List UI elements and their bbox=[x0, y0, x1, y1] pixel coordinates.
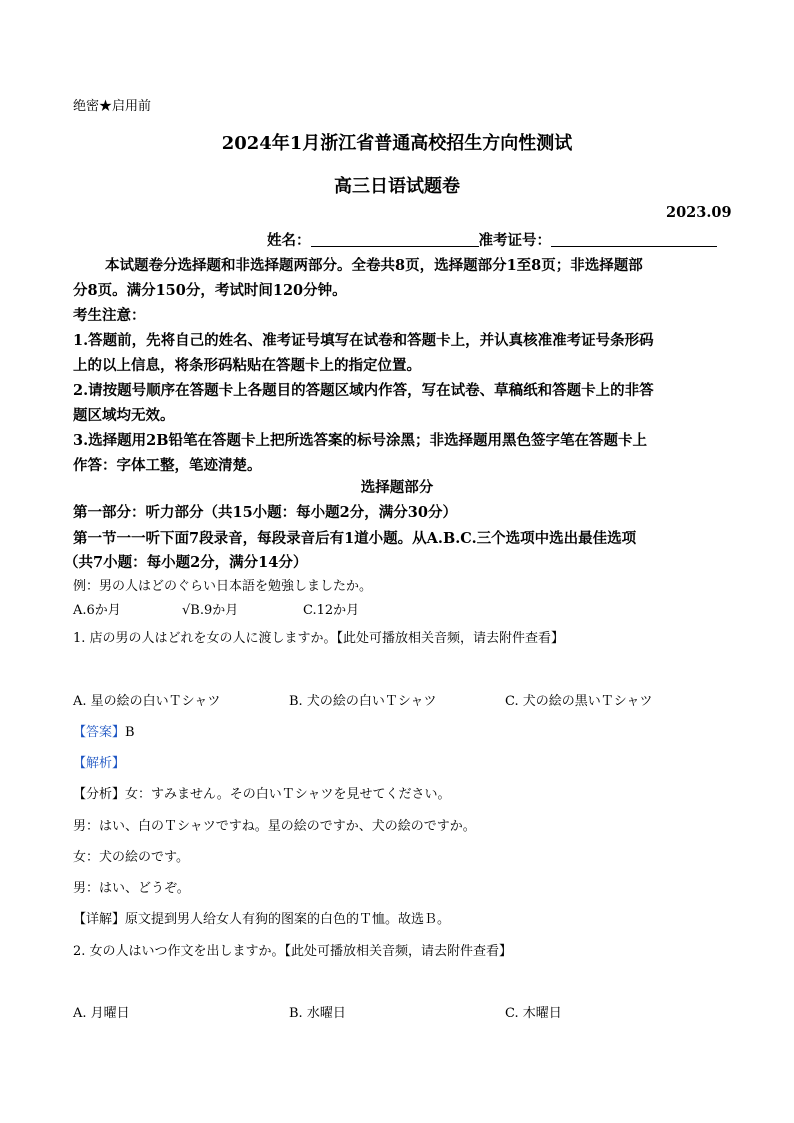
note-1-line-1: 1.答题前，先将自己的姓名、准考证号填写在试卷和答题卡上，并认真核准准考证号条形码 bbox=[73, 332, 654, 349]
name-label: 姓名： bbox=[267, 232, 311, 249]
confidential-label: 绝密★启用前 bbox=[73, 99, 152, 114]
q1-answer bbox=[73, 721, 135, 740]
id-blank bbox=[551, 232, 717, 247]
q2-option-a: A. 月曜日 bbox=[73, 1006, 130, 1021]
section-heading: 选择题部分 bbox=[360, 479, 434, 496]
id-label: 准考证号： bbox=[478, 232, 551, 249]
question-2: 2. 女の人はいつ作文を出しますか。【此处可播放相关音频，请去附件查看】 bbox=[73, 944, 513, 959]
exam-subtitle: 高三日语试题卷 bbox=[334, 176, 460, 197]
example-option-b: √B.9か月 bbox=[182, 603, 239, 618]
explanation-tag: 【解析】 bbox=[73, 756, 126, 771]
candidate-info-row bbox=[267, 229, 717, 250]
note-2-line-1: 2.请按题号顺序在答题卡上各题目的答题区域内作答，写在试卷、草稿纸和答题卡上的非答 bbox=[73, 382, 654, 399]
q1-option-a: A. 星の絵の白いＴシャツ bbox=[73, 694, 221, 709]
dialogue-line-1: 女：すみません。その白いＴシャツを見せてください。 bbox=[125, 787, 451, 802]
exam-title: 2024年1月浙江省普通高校招生方向性测试 bbox=[221, 133, 573, 154]
q1-option-b: B. 犬の絵の白いＴシャツ bbox=[289, 694, 437, 709]
note-3-line-2: 作答：字体工整，笔迹清楚。 bbox=[73, 457, 262, 474]
q1-option-c: C. 犬の絵の黒いＴシャツ bbox=[505, 694, 653, 709]
detail-text: 原文提到男人给女人有狗的图案的白色的Ｔ恤。故选Ｂ。 bbox=[125, 912, 451, 927]
exam-date: 2023.09 bbox=[666, 204, 732, 221]
dialogue-line-3: 女：犬の絵のです。 bbox=[73, 850, 189, 865]
example-option-a: A.6か月 bbox=[73, 603, 121, 618]
intro-line-2: 分8页。满分150分，考试时间120分钟。 bbox=[73, 282, 347, 299]
analysis-tag: 【分析】 bbox=[73, 787, 126, 802]
intro-line-1: 本试题卷分选择题和非选择题两部分。全卷共8页，选择题部分1至8页；非选择题部 bbox=[105, 257, 643, 274]
name-blank bbox=[311, 232, 479, 247]
section-1-line-1: 第一节一一听下面7段录音，每段录音后有1道小题。从A.B.C.三个选项中选出最佳选项 bbox=[73, 530, 637, 547]
notes-heading: 考生注意： bbox=[73, 307, 146, 324]
note-1-line-2: 上的以上信息，将条形码粘贴在答题卡上的指定位置。 bbox=[73, 357, 421, 374]
answer-tag: 【答案】 bbox=[73, 725, 126, 740]
detail-tag: 【详解】 bbox=[73, 912, 126, 927]
analysis-line-1 bbox=[73, 783, 451, 802]
note-3-line-1: 3.选择题用2B铅笔在答题卡上把所选答案的标号涂黑；非选择题用黑色签字笔在答题卡上 bbox=[73, 432, 647, 449]
q2-option-c: C. 木曜日 bbox=[505, 1006, 562, 1021]
note-2-line-2: 题区域均无效。 bbox=[73, 407, 175, 424]
example-question: 例：男の人はどのぐらい日本語を勉強しましたか。 bbox=[73, 579, 373, 594]
q2-option-b: B. 水曜日 bbox=[289, 1006, 346, 1021]
part-1-heading: 第一部分：听力部分（共15小题：每小题2分，满分30分） bbox=[73, 504, 457, 521]
dialogue-line-4: 男：はい、どうぞ。 bbox=[73, 881, 190, 896]
section-1-line-2: （共7小题：每小题2分，满分14分） bbox=[64, 554, 308, 571]
dialogue-line-2: 男：はい、白のＴシャツですね。星の絵のですか、犬の絵のですか。 bbox=[73, 819, 476, 834]
answer-value: B bbox=[125, 725, 135, 740]
question-1: 1. 店の男の人はどれを女の人に渡しますか。【此处可播放相关音频，请去附件查看】 bbox=[73, 631, 565, 646]
example-option-c: C.12か月 bbox=[303, 603, 360, 618]
detail-line bbox=[73, 908, 450, 927]
